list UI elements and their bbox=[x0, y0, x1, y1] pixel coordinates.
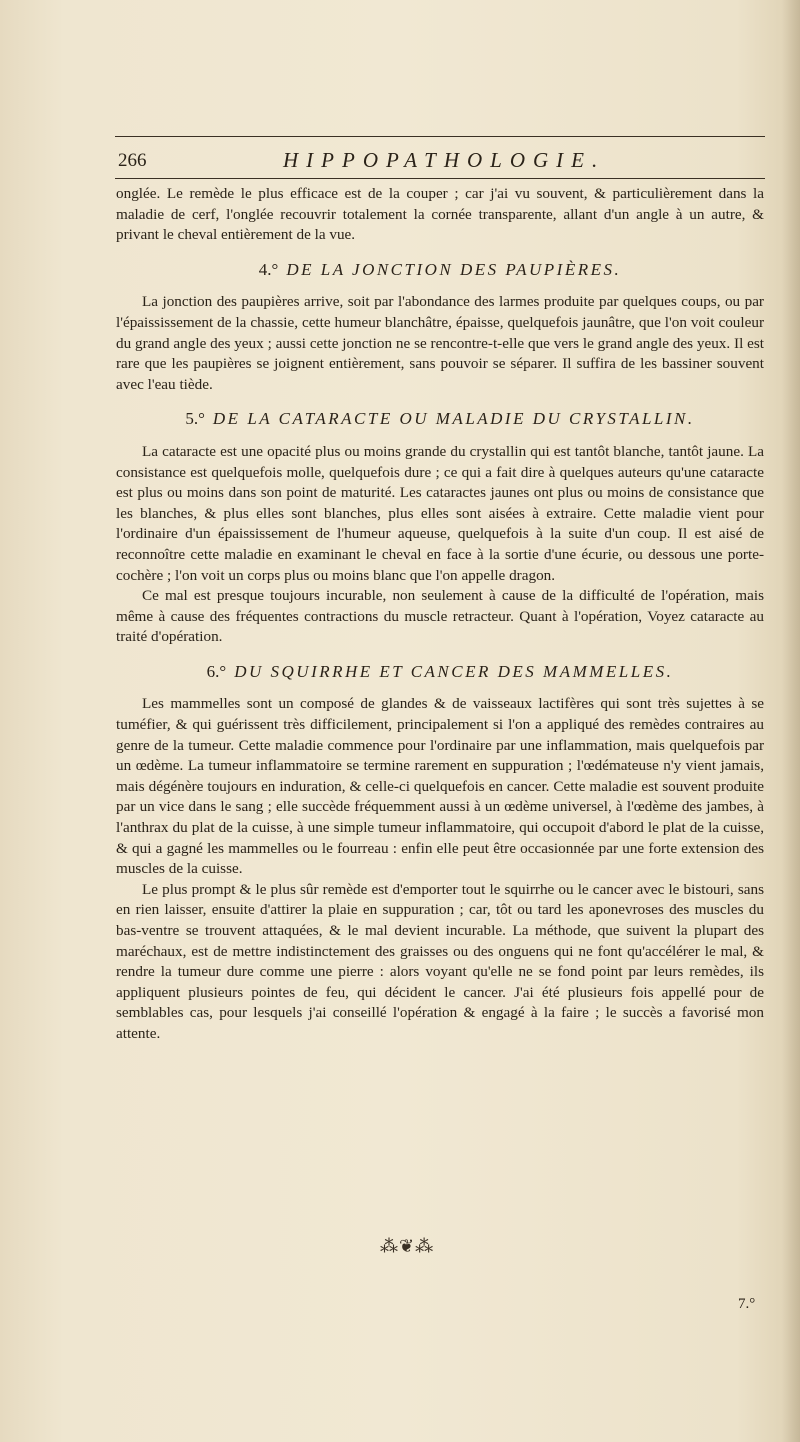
header-rule-top bbox=[115, 136, 765, 137]
running-title: HIPPOPATHOLOGIE. bbox=[283, 148, 606, 172]
page-header bbox=[118, 148, 778, 178]
paragraph: Les mammelles sont un composé de glandes & de vaisseaux lactifères qui sont très sujettes à se tuméfier, & qui guérissent très difficilement, principalement si l'on a appliqué des remèdes contraires au genre de la tumeur. Cette maladie commence pour l'ordinaire par une inflammation, mais quelquefois par un œdème. La tumeur inflammatoire se termine rarement en suppuration ; l'œdémateuse n'y vient jamais, mais dégénère toujours en induration, & celle-ci quelquefois en cancer. Cette maladie est souvent produite par un vice dans le sang ; elle succède fréquemment aussi à un œdème universel, à l'œdème des jambes, à l'anthrax du plat de la cuisse, à une simple tumeur inflammatoire, qui occupoit d'abord le plat de la cuisse, & qui a gagné les mammelles ou le fourreau : enfin elle peut être occasionnée par une forte extension des muscles de la cuisse. bbox=[116, 695, 764, 878]
continuation-paragraph: onglée. Le remède le plus efficace est de la couper ; car j'ai vu souvent, & particulièrement dans la maladie de cerf, l'onglée recouvrir totalement la cornée transparente, allant d'un angle à un autre, & privant le cheval entièrement de la vue. bbox=[116, 185, 764, 244]
catchword: 7.° bbox=[738, 1296, 756, 1312]
paragraph: Ce mal est presque toujours incurable, non seulement à cause de la difficulté de l'opération, mais même à cause des fréquentes contractions du muscle retracteur. Quant à l'opération, Voyez cataracte au traité d'opération. bbox=[116, 587, 764, 646]
page-number: 266 bbox=[118, 150, 147, 171]
page-edge-shadow bbox=[782, 0, 800, 1442]
header-rule-bottom bbox=[115, 178, 765, 179]
section-number: 4.° bbox=[258, 259, 279, 279]
section-title: DE LA CATARACTE OU MALADIE DU CRYSTALLIN. bbox=[212, 409, 695, 429]
paragraph: La jonction des paupières arrive, soit par l'abondance des larmes produite par quelques coups, ou par l'épaississement de la chassie, cette humeur blanchâtre, épaisse, quelquefois jaunâtre, que l'on voit couleur du grand angle des yeux ; aussi cette jonction ne se rencontre-t-elle que vers le grand angle des yeux. Il est rare que les paupières se joignent entièrement, sans pouvoir se séparer. Il suffira de les bassiner souvent avec l'eau tiède. bbox=[116, 293, 764, 393]
section-number: 6.° bbox=[206, 661, 227, 681]
section-number: 5.° bbox=[185, 409, 205, 429]
section-title: DU SQUIRRHE ET CANCER DES MAMMELLES. bbox=[234, 661, 674, 681]
body-text bbox=[116, 184, 764, 1045]
section-heading-jonction bbox=[116, 260, 764, 281]
section-heading-cataracte bbox=[116, 409, 764, 430]
paragraph: La cataracte est une opacité plus ou moins grande du crystallin qui est tantôt blanche, tantôt jaune. La consistance est quelquefois molle, quelquefois dure ; ce qui a fait dire à quelques auteurs qu'une cataracte est plus ou moins dans son point de maturité. Les cataractes jaunes ont plus ou moins de consistance que les blanches, & plus elles sont blanches, plus elles sont aisées à extraire. Cette maladie vient pour l'ordinaire d'un épaississement de l'humeur aqueuse, quelquefois à la suite d'un coup. Il est aisé de reconnoître cette maladie en examinant le cheval en face à la sortie d'une écurie, ou dessous une porte-cochère ; l'on voit un corps plus ou moins blanc que l'on appelle dragon. bbox=[116, 442, 764, 584]
section-heading-squirrhe bbox=[116, 662, 764, 683]
paragraph: Le plus prompt & le plus sûr remède est d'emporter tout le squirrhe ou le cancer avec le bistouri, sans en rien laisser, ensuite d'attirer la plaie en suppuration ; car, tôt ou tard les aponevroses des muscles du bas-ventre se trouvent attaquées, & le mal devient incurable. La méthode, que suivent la plupart des maréchaux, est de mettre indistinctement des graisses ou des onguens qui ne font qu'accélérer le mal, & rendre la tumeur dure comme une pierre : alors voyant qu'elle ne se fond point par leurs remèdes, ils appliquent plusieurs pointes de feu, qui décident le cancer. J'ai été plusieurs fois appellé pour de semblables cas, pour lesquels j'ai conseillé l'opération & engagé à la faire ; le succès a favorisé mon attente. bbox=[116, 880, 764, 1042]
section-title: DE LA JONCTION DES PAUPIÈRES. bbox=[286, 259, 622, 279]
printer-ornament: ⁂❦⁂ bbox=[380, 1236, 435, 1256]
